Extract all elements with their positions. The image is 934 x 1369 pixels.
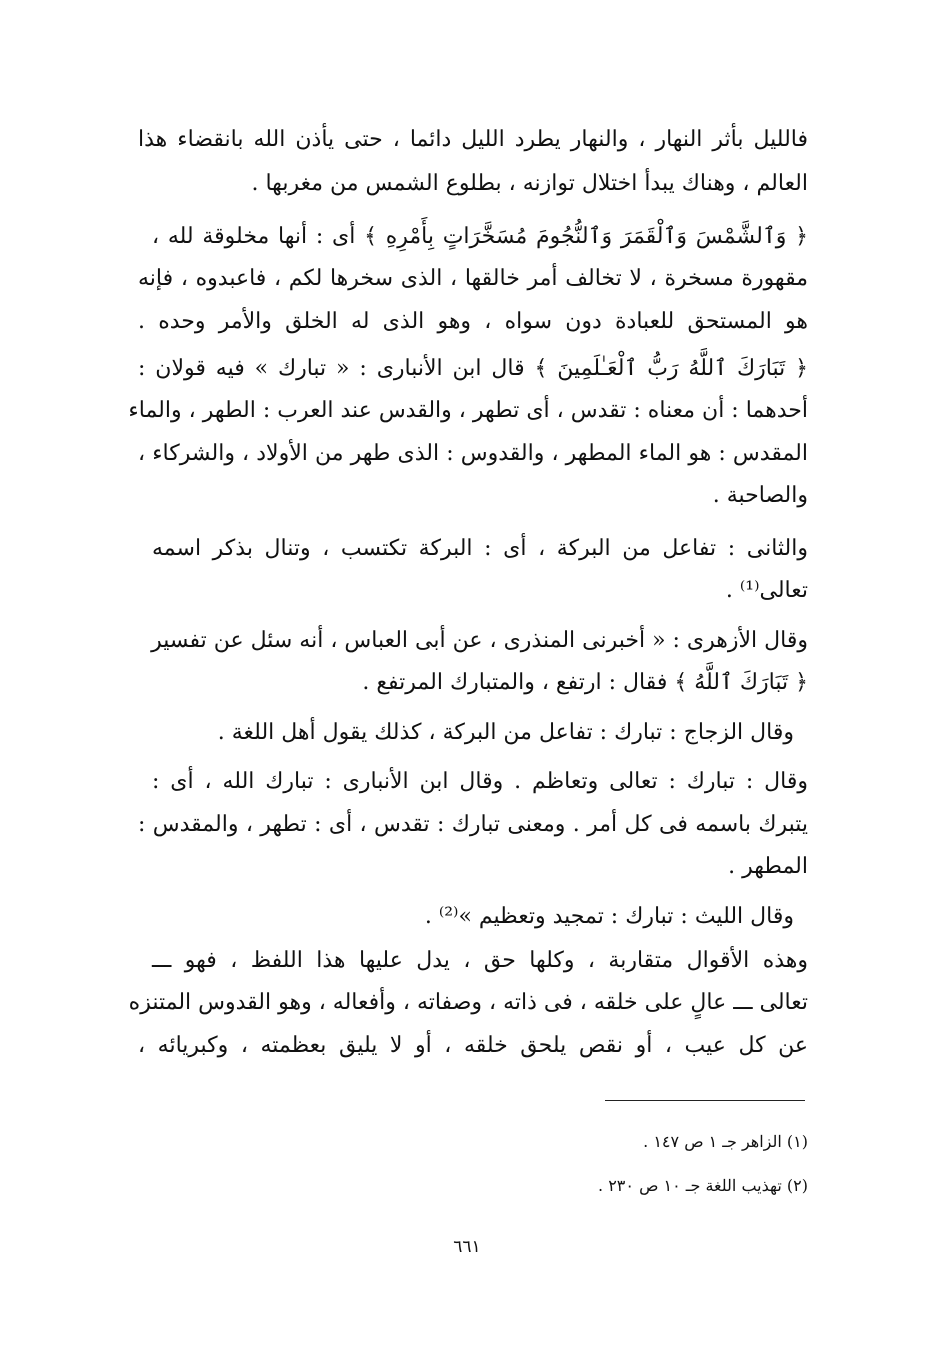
- footnote-separator: [605, 1100, 805, 1101]
- text-line: ﴿ وَٱلشَّمْسَ وَٱلْقَمَرَ وَٱلنُّجُومَ مُسَخَّرَاتٍ بِأَمْرِهِ ﴾ أى : أنها مخلوقة لله ،: [152, 224, 808, 249]
- text-line: أحدهما : أن معناه : تقدس ، أى تطهر ، والقدس عند العرب : الطهر ، والماء: [128, 398, 808, 423]
- text-line: فالليل بأثر النهار ، والنهار يطرد الليل دائما ، حتى يأذن الله بانقضاء هذا: [138, 127, 808, 152]
- footnote: (١) الزاهر جـ ١ ص ١٤٧ .: [643, 1132, 808, 1151]
- text-line: وقال الليث : تبارك : تمجيد وتعظيم »⁽²⁾ .: [424, 904, 794, 929]
- text-line: هو المستحق للعبادة دون سواه ، وهو الذى له الخلق والأمر وحده .: [138, 309, 808, 334]
- text-line: وقال الزجاج : تبارك : تفاعل من البركة ، كذلك يقول أهل اللغة .: [217, 720, 794, 745]
- text-line: ﴿ تَبَارَكَ ٱللَّهُ ﴾ فقال : ارتفع ، والمتبارك المرتفع .: [362, 670, 808, 695]
- text-line: والثانى : تفاعل من البركة ، أى : البركة تكتسب ، وتنال بذكر اسمه: [152, 536, 808, 561]
- text-line: مقهورة مسخرة ، لا تخالف أمر خالقها ، الذى سخرها لكم ، فاعبدوه ، فإنه: [138, 266, 808, 291]
- main-text: [128, 0, 809, 1060]
- footnote: (٢) تهذيب اللغة جـ ١٠ ص ٢٣٠ .: [598, 1176, 808, 1195]
- text-line: ﴿ تَبَارَكَ ٱللَّهُ رَبُّ ٱلْعَـٰلَمِينَ ﴾ قال ابن الأنبارى : « تبارك » فيه قولان :: [138, 356, 808, 381]
- text-line: وقال الأزهرى : « أخبرنى المنذرى ، عن أبى العباس ، أنه سئل عن تفسير: [151, 628, 808, 653]
- text-line: المطهر .: [728, 854, 808, 879]
- text-line: عن كل عيب ، أو نقص يلحق خلقه ، أو لا يليق بعظمته ، وكبريائه ،: [138, 1033, 809, 1058]
- text-line: وقال : تبارك : تعالى وتعاظم . وقال ابن الأنبارى : تبارك الله ، أى :: [152, 769, 808, 794]
- text-line: المقدس : هو الماء المطهر ، والقدوس : الذى طهر من الأولاد ، والشركاء ،: [138, 441, 808, 466]
- text-line: تعالى⁽¹⁾ .: [725, 578, 808, 603]
- text-line: تعالى ـــ عالٍ على خلقه ، فى ذاته ، وصفاته ، وأفعاله ، وهو القدوس المتنزه: [128, 990, 808, 1015]
- text-line: والصاحبة .: [712, 483, 808, 508]
- text-line: العالم ، وهناك يبدأ اختلال توازنه ، بطلوع الشمس من مغربها .: [251, 171, 808, 196]
- text-line: يتبرك باسمه فى كل أمر . ومعنى تبارك : تقدس ، أى : تطهر ، والمقدس :: [138, 812, 808, 837]
- text-line: وهذه الأقوال متقاربة ، وكلها حق ، يدل عليها هذا اللفظ ، فهو ـــ: [152, 948, 808, 973]
- page-number: ٦٦١: [453, 1237, 481, 1257]
